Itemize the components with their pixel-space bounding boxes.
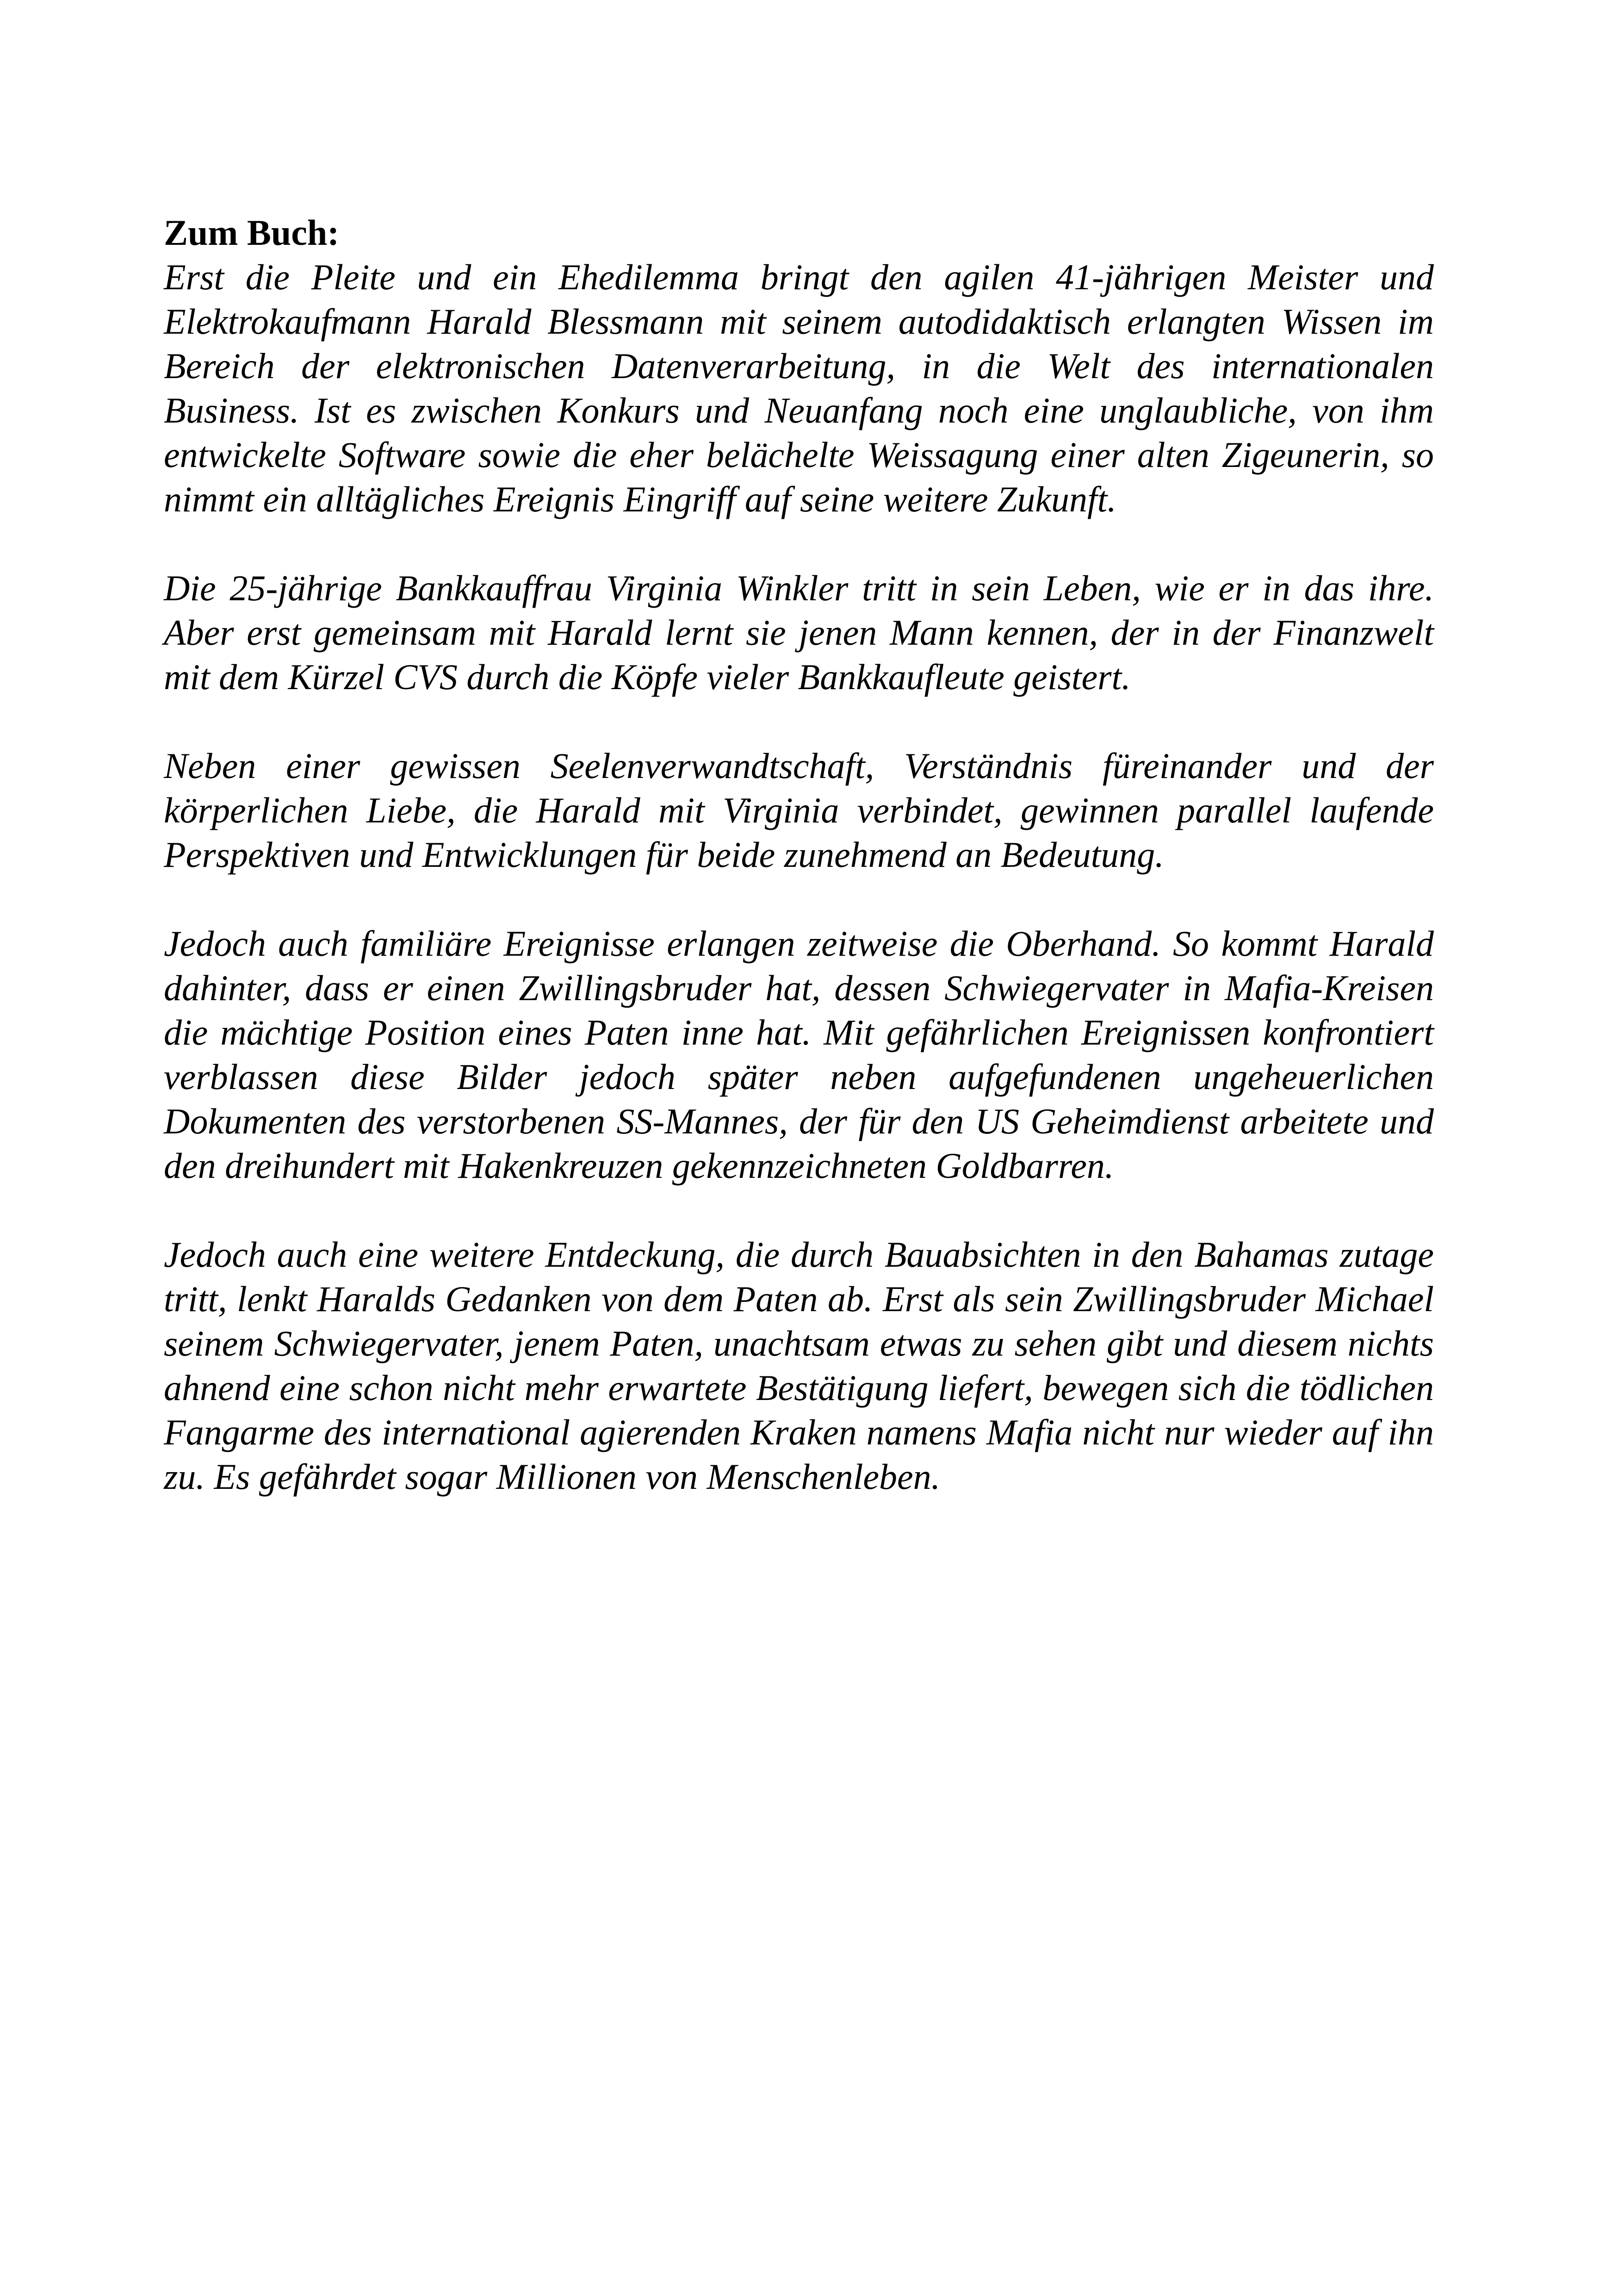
blurb-paragraph-2: Die 25-jährige Bankkauffrau Virginia Winkler tritt in sein Leben, wie er in das ihre. Aber erst gemeinsam mit Harald lernt sie jenen Mann kennen, der in der Finanzwelt mit dem Kürzel CVS durch die Köpfe vieler Bankkaufleute geistert. bbox=[164, 568, 1434, 697]
blurb-paragraph-1: Erst die Pleite und ein Ehedilemma bringt den agilen 41-jährigen Meister und Elektrokaufmann Harald Blessmann mit seinem autodidaktisch erlangten Wissen im Bereich der elektronischen Datenverarbeitung, in die Welt des internationalen Business. Ist es zwischen Konkurs und Neuanfang noch eine unglaubliche, von ihm entwickelte Software sowie die eher belächelte Weissagung einer alten Zigeunerin, so nimmt ein alltägliches Ereignis Eingriff auf seine weitere Zukunft. bbox=[164, 257, 1434, 519]
blurb-paragraph-4: Jedoch auch familiäre Ereignisse erlangen zeitweise die Oberhand. So kommt Harald dahinter, dass er einen Zwillingsbruder hat, dessen Schwiegervater in Mafia-Kreisen die mächtige Position eines Paten inne hat. Mit gefährlichen Ereignissen konfrontiert verblassen diese Bilder jedoch später neben aufgefundenen ungeheuerlichen Dokumenten des verstorbenen SS-Mannes, der für den US Geheimdienst arbeitete und den dreihundert mit Hakenkreuzen gekennzeichneten Goldbarren. bbox=[164, 923, 1434, 1186]
blurb-paragraph-3: Neben einer gewissen Seelenverwandtschaft, Verständnis füreinander und der körperlichen Liebe, die Harald mit Virginia verbindet, gewinnen parallel laufende Perspektiven und Entwicklungen für beide zunehmend an Bedeutung. bbox=[164, 746, 1434, 875]
book-blurb bbox=[164, 211, 1434, 1499]
blurb-paragraph-5: Jedoch auch eine weitere Entdeckung, die durch Bauabsichten in den Bahamas zutage tritt, lenkt Haralds Gedanken von dem Paten ab. Erst als sein Zwillingsbruder Michael seinem Schwiegervater, jenem Paten, unachtsam etwas zu sehen gibt und diesem nichts ahnend eine schon nicht mehr erwartete Bestätigung liefert, bewegen sich die tödlichen Fangarme des international agierenden Kraken namens Mafia nicht nur wieder auf ihn zu. Es gefährdet sogar Millionen von Menschenleben. bbox=[164, 1234, 1434, 1497]
blurb-heading: Zum Buch: bbox=[164, 212, 340, 253]
